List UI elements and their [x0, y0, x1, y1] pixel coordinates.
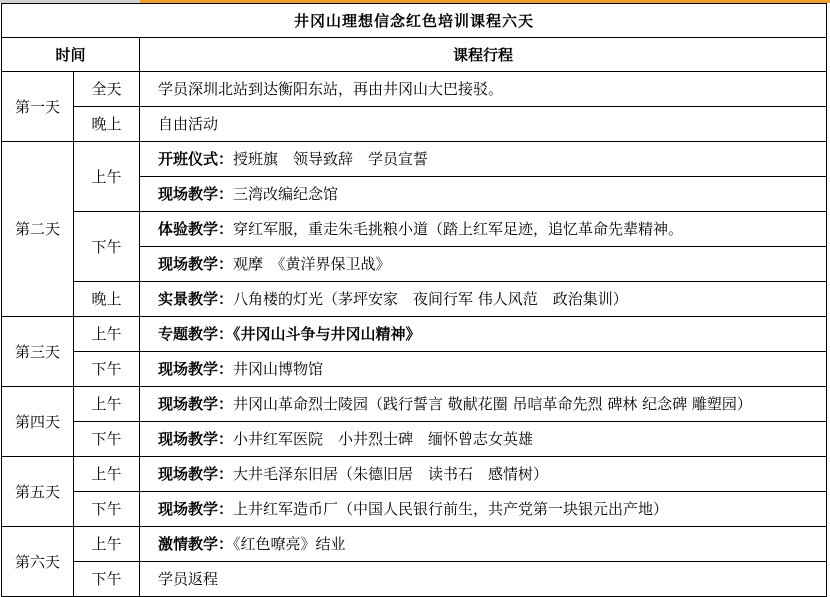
activity-type: 现场教学： [158, 255, 234, 273]
period-label: 上午 [74, 142, 140, 212]
activity-text: 八角楼的灯光（茅坪安家 夜间行军 伟人风范 政治集训） [233, 290, 628, 308]
period-label: 下午 [74, 212, 140, 282]
activity-cell [140, 422, 827, 457]
activity-text: 穿红军服，重走朱毛挑粮小道（踏上红军足迹，追忆革命先辈精神。 [233, 220, 684, 238]
activity-cell [140, 492, 827, 527]
activity-cell [140, 317, 827, 352]
day-label: 第六天 [2, 527, 74, 597]
period-label: 下午 [74, 422, 140, 457]
activity-text: 井冈山博物馆 [233, 360, 324, 378]
activity-type: 现场教学： [158, 500, 234, 518]
schedule-row [2, 562, 827, 597]
page-title: 井冈山理想信念红色培训课程六天 [2, 4, 827, 38]
day-label: 第四天 [2, 387, 74, 457]
activity-cell [140, 142, 827, 177]
activity-text: 学员返程 [158, 570, 219, 588]
activity-type: 现场教学： [158, 430, 234, 448]
schedule-row [2, 142, 827, 177]
activity-cell [140, 352, 827, 387]
activity-cell [140, 562, 827, 597]
schedule-row [2, 352, 827, 387]
activity-cell [140, 282, 827, 317]
activity-type: 现场教学： [158, 185, 234, 203]
activity-type: 现场教学： [158, 465, 234, 483]
activity-type: 实景教学： [158, 290, 234, 308]
activity-text: 上井红军造币厂（中国人民银行前生，共产党第一块银元出产地） [233, 500, 669, 518]
period-label: 下午 [74, 352, 140, 387]
activity-cell [140, 107, 827, 142]
schedule-row [2, 212, 827, 247]
period-label: 全天 [74, 72, 140, 107]
day-label: 第一天 [2, 72, 74, 142]
activity-text: 小井红军医院 小井烈士碑 缅怀曾志女英雄 [233, 430, 534, 448]
activity-type: 激情教学： [158, 535, 234, 553]
schedule-row [2, 492, 827, 527]
activity-cell [140, 212, 827, 247]
activity-type: 现场教学： [158, 395, 234, 413]
day-label: 第五天 [2, 457, 74, 527]
activity-text: 观摩 《黄洋界保卫战》 [233, 255, 391, 273]
schedule-row [2, 422, 827, 457]
period-label: 上午 [74, 457, 140, 492]
period-label: 上午 [74, 317, 140, 352]
period-label: 上午 [74, 527, 140, 562]
period-label: 上午 [74, 387, 140, 422]
schedule-row [2, 387, 827, 422]
activity-text: 学员深圳北站到达衡阳东站，再由井冈山大巴接驳。 [158, 80, 504, 98]
activity-text: 大井毛泽东旧居（朱德旧居 读书石 感情树） [233, 465, 549, 483]
header-time: 时间 [2, 38, 140, 72]
day-label: 第三天 [2, 317, 74, 387]
activity-cell [140, 247, 827, 282]
activity-type: 开班仪式： [158, 150, 234, 168]
activity-type: 专题教学： [158, 325, 234, 343]
period-label: 下午 [74, 562, 140, 597]
schedule-table [1, 3, 827, 597]
activity-text: 井冈山革命烈士陵园（践行誓言 敬献花圈 吊唁革命先烈 碑林 纪念碑 雕塑园） [233, 395, 752, 413]
activity-cell [140, 177, 827, 212]
activity-text: 《井冈山斗争与井冈山精神》 [233, 325, 421, 343]
activity-text: 自由活动 [158, 115, 219, 133]
schedule-row [2, 282, 827, 317]
schedule-row [2, 457, 827, 492]
activity-cell [140, 387, 827, 422]
schedule-row [2, 527, 827, 562]
activity-cell [140, 72, 827, 107]
schedule-row [2, 317, 827, 352]
schedule-row [2, 107, 827, 142]
activity-type: 体验教学： [158, 220, 234, 238]
period-label: 晚上 [74, 107, 140, 142]
day-label: 第二天 [2, 142, 74, 317]
period-label: 晚上 [74, 282, 140, 317]
activity-text: 三湾改编纪念馆 [233, 185, 339, 203]
activity-cell [140, 527, 827, 562]
activity-text: 《红色嘹亮》结业 [233, 535, 346, 553]
header-schedule: 课程行程 [140, 38, 827, 72]
activity-text: 授班旗 领导致辞 学员宣誓 [233, 150, 429, 168]
activity-type: 现场教学： [158, 360, 234, 378]
period-label: 下午 [74, 492, 140, 527]
schedule-row [2, 72, 827, 107]
activity-cell [140, 457, 827, 492]
